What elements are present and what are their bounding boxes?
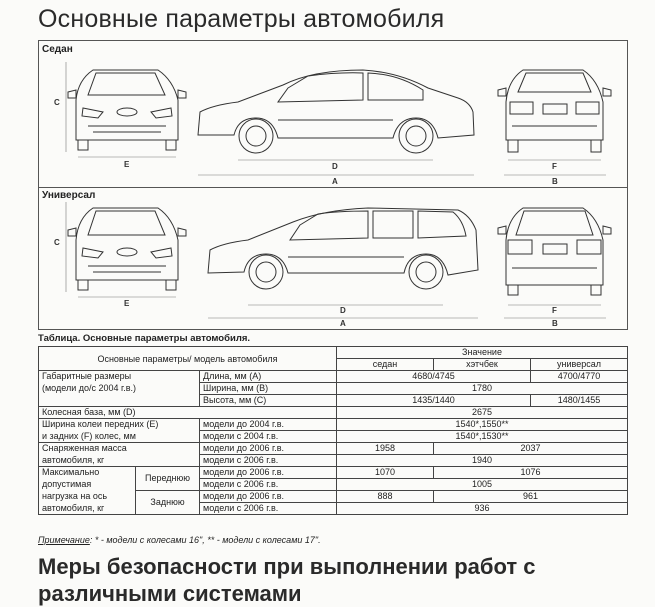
table-note	[38, 535, 321, 545]
axle-rear-until2006: модели до 2006 г.в.	[200, 491, 337, 503]
overall-label-3	[39, 395, 200, 407]
track-label: Ширина колеи передних (E)	[39, 419, 200, 431]
wagon-rear-view	[498, 208, 611, 295]
rear-b-all: 936	[337, 503, 628, 515]
parameters-table	[38, 346, 628, 515]
track-from2004: модели с 2004 г.в.	[200, 431, 337, 443]
front-b-all: 1005	[337, 479, 628, 491]
width-all: 1780	[337, 383, 628, 395]
wagon-side-view	[208, 208, 478, 289]
curb-label: Снаряженная масса	[39, 443, 200, 455]
sedan-front-view	[68, 70, 186, 150]
dim-b-sedan: B	[552, 177, 558, 186]
table-row	[39, 407, 628, 419]
axle-rear-from2006: модели с 2006 г.в.	[200, 503, 337, 515]
track-label-2: и задних (F) колес, мм	[39, 431, 200, 443]
table-row	[39, 491, 628, 503]
table-caption: Таблица. Основные параметры автомобиля.	[38, 333, 251, 344]
axle-label-2: допустимая	[39, 479, 136, 491]
track-until2004: модели до 2004 г.в.	[200, 419, 337, 431]
table-row	[39, 371, 628, 383]
dim-e-sedan: E	[124, 160, 130, 169]
front-a-hw: 1076	[434, 467, 628, 479]
dim-e-wagon: E	[124, 299, 130, 308]
curb-a-sedan: 1958	[337, 443, 434, 455]
curb-a-hw: 2037	[434, 443, 628, 455]
header-sedan: седан	[337, 359, 434, 371]
curb-until2006: модели до 2006 г.в.	[200, 443, 337, 455]
curb-b-all: 1940	[337, 455, 628, 467]
axle-front-until2006: модели до 2006 г.в.	[200, 467, 337, 479]
dim-a-wagon: A	[340, 319, 346, 328]
dim-d-sedan: D	[332, 162, 338, 171]
table-row	[39, 431, 628, 443]
table-row	[39, 395, 628, 407]
height-label: Высота, мм (C)	[200, 395, 337, 407]
axle-front-from2006: модели с 2006 г.в.	[200, 479, 337, 491]
sedan-label: Седан	[42, 44, 73, 55]
sedan-side-view	[198, 70, 474, 153]
overall-label: Габаритные размеры	[39, 371, 200, 383]
table-row	[39, 443, 628, 455]
axle-label-3: нагрузка на ось	[39, 491, 136, 503]
length-label: Длина, мм (A)	[200, 371, 337, 383]
page-title: Основные параметры автомобиля	[38, 5, 445, 33]
table-row	[39, 467, 628, 479]
dim-f-wagon: F	[552, 306, 557, 315]
wheelbase-all: 2675	[337, 407, 628, 419]
table-row	[39, 383, 628, 395]
length-sh: 4680/4745	[337, 371, 531, 383]
wagon-front-view	[68, 208, 186, 290]
table-header-row	[39, 347, 628, 359]
note-text: : * - модели с колесами 16", ** - модели с колесами 17".	[89, 535, 321, 545]
curb-label-2: автомобиля, кг	[39, 455, 200, 467]
height-w: 1480/1455	[531, 395, 628, 407]
table-row	[39, 455, 628, 467]
table-row	[39, 479, 628, 491]
track-b: 1540*,1530**	[337, 431, 628, 443]
width-label: Ширина, мм (B)	[200, 383, 337, 395]
length-w: 4700/4770	[531, 371, 628, 383]
dim-b-wagon: B	[552, 319, 558, 328]
note-label: Примечание	[38, 535, 90, 545]
height-sh: 1435/1440	[337, 395, 531, 407]
car-dimensions-figure	[38, 40, 628, 330]
rear-a-hw: 961	[434, 491, 628, 503]
track-a: 1540*,1550**	[337, 419, 628, 431]
dim-d-wagon: D	[340, 306, 346, 315]
header-params: Основные параметры/ модель автомобиля	[39, 347, 337, 371]
wheelbase-label: Колесная база, мм (D)	[39, 407, 337, 419]
dim-c-wagon: C	[54, 238, 60, 247]
axle-front-label: Переднюю	[136, 467, 200, 491]
header-value: Значение	[337, 347, 628, 359]
front-a-sedan: 1070	[337, 467, 434, 479]
dim-c-sedan: C	[54, 98, 60, 107]
header-hatch: хэтчбек	[434, 359, 531, 371]
curb-from2006: модели с 2006 г.в.	[200, 455, 337, 467]
table-row	[39, 503, 628, 515]
overall-label-2: (модели до/с 2004 г.в.)	[39, 383, 200, 395]
rear-a-sedan: 888	[337, 491, 434, 503]
table-row	[39, 419, 628, 431]
axle-label: Максимально	[39, 467, 136, 479]
axle-label-4: автомобиля, кг	[39, 503, 136, 515]
sedan-rear-view	[498, 70, 611, 152]
section-heading: Меры безопасности при выполнении работ с различными системами	[38, 554, 536, 606]
header-wagon: универсал	[531, 359, 628, 371]
dim-a-sedan: A	[332, 177, 338, 186]
wagon-label: Универсал	[42, 190, 96, 201]
axle-rear-label: Заднюю	[136, 491, 200, 515]
dim-f-sedan: F	[552, 162, 557, 171]
